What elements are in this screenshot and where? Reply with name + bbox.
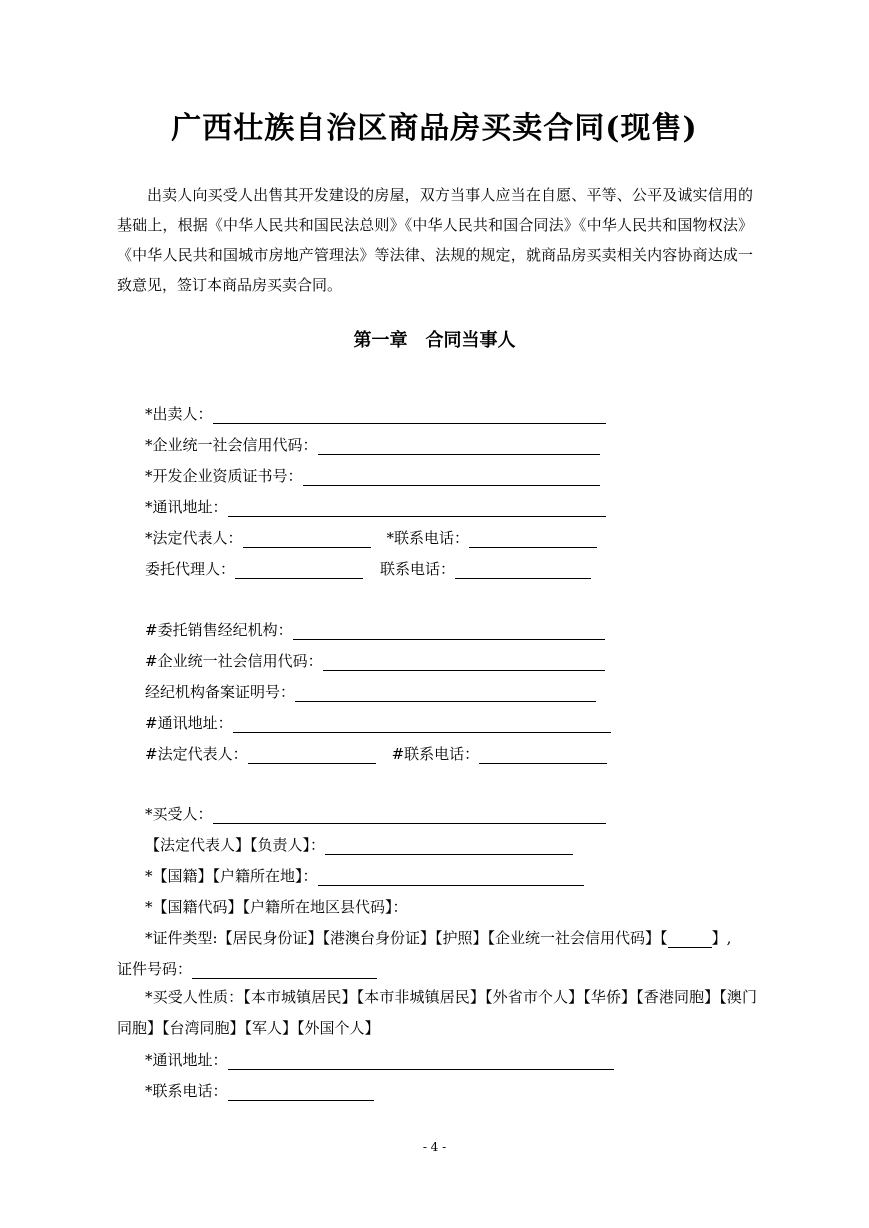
buyer-nationality-code-label: *【国籍代码】【户籍所在地区县代码】： — [145, 898, 408, 916]
buyer-name-label: *买受人： — [145, 805, 213, 823]
buyer-legal-rep-label: 【法定代表人】【负责人】： — [145, 836, 326, 854]
chapter-heading: 第一章 合同当事人 — [353, 330, 516, 351]
buyer-phone-field[interactable] — [228, 1084, 374, 1101]
broker-record-label: 经纪机构备案证明号： — [145, 683, 296, 701]
buyer-address-label: *通讯地址： — [145, 1051, 228, 1069]
seller-credit-code-field[interactable] — [318, 438, 600, 455]
broker-record-field[interactable] — [295, 685, 596, 702]
broker-address-line — [145, 709, 611, 733]
seller-agent-phone-field[interactable] — [455, 562, 591, 579]
seller-qualification-field[interactable] — [303, 469, 600, 486]
buyer-name-field[interactable] — [213, 807, 606, 824]
seller-name-field[interactable] — [213, 407, 606, 424]
buyer-nationality-code-line — [145, 893, 408, 917]
broker-record-line — [145, 678, 596, 702]
seller-name-line — [145, 400, 606, 424]
broker-legal-rep-field[interactable] — [248, 747, 376, 764]
page-number: - 4 - — [422, 1140, 447, 1154]
intro-paragraph: 出卖人向买受人出售其开发建设的房屋，双方当事人应当在自愿、平等、公平及诚实信用的基础上，根据《中华人民共和国民法总则》《中华人民共和国合同法》《中华人民共和国物权法》《中华人民共和国城市房地产管理法》等法律、法规的规定，就商品房买卖相关内容协商达成一致意见，签订本商品房买卖合同。 — [117, 186, 753, 294]
broker-credit-code-line — [145, 647, 605, 671]
broker-name-field[interactable] — [293, 623, 605, 640]
broker-address-label: #通讯地址： — [145, 714, 233, 732]
seller-phone-label: *联系电话： — [386, 529, 470, 547]
seller-name-label: *出卖人： — [145, 405, 213, 423]
buyer-id-no-label: 证件号码： — [117, 960, 193, 978]
seller-agent-line — [145, 555, 591, 579]
seller-phone-field[interactable] — [469, 531, 597, 548]
buyer-legal-rep-field[interactable] — [325, 838, 573, 855]
seller-rep-line — [145, 524, 597, 548]
broker-credit-code-label: #企业统一社会信用代码： — [145, 652, 323, 670]
buyer-address-line — [145, 1046, 614, 1070]
seller-agent-phone-label: 联系电话： — [380, 560, 456, 578]
seller-qualification-label: *开发企业资质证书号： — [145, 467, 303, 485]
seller-agent-field[interactable] — [235, 562, 363, 579]
broker-name-label: #委托销售经纪机构： — [145, 621, 293, 639]
buyer-name-line — [145, 800, 606, 824]
broker-credit-code-field[interactable] — [323, 654, 605, 671]
buyer-id-type-other-field[interactable] — [668, 931, 712, 948]
seller-agent-label: 委托代理人： — [145, 560, 236, 578]
buyer-nature-paragraph: *买受人性质：【本市城镇居民】【本市非城镇居民】【外省市个人】【华侨】【香港同胞】【澳门同胞】【台湾同胞】【军人】【外国个人】 — [117, 988, 757, 1037]
seller-credit-code-label: *企业统一社会信用代码： — [145, 436, 318, 454]
broker-rep-line — [145, 740, 607, 764]
buyer-address-field[interactable] — [228, 1053, 614, 1070]
broker-phone-field[interactable] — [479, 747, 607, 764]
seller-qualification-line — [145, 462, 600, 486]
seller-credit-code-line — [145, 431, 600, 455]
buyer-nationality-line — [145, 862, 584, 886]
broker-name-line — [145, 616, 605, 640]
page-title: 广西壮族自治区商品房买卖合同(现售) — [171, 111, 698, 146]
seller-address-field[interactable] — [228, 500, 606, 517]
broker-address-field[interactable] — [233, 716, 611, 733]
buyer-nationality-label: *【国籍】【户籍所在地】： — [145, 867, 318, 885]
seller-address-label: *通讯地址： — [145, 498, 228, 516]
buyer-id-type-line — [145, 924, 731, 948]
buyer-phone-label: *联系电话： — [145, 1082, 228, 1100]
seller-legal-rep-field[interactable] — [243, 531, 371, 548]
broker-legal-rep-label: #法定代表人： — [145, 745, 248, 763]
buyer-id-type-suffix: 】, — [711, 929, 732, 947]
seller-legal-rep-label: *法定代表人： — [145, 529, 243, 547]
seller-address-line — [145, 493, 606, 517]
buyer-rep-line — [145, 831, 573, 855]
buyer-id-no-field[interactable] — [192, 962, 377, 979]
buyer-nationality-field[interactable] — [318, 869, 584, 886]
broker-phone-label: #联系电话： — [391, 745, 480, 763]
buyer-id-type-label: *证件类型:【居民身份证】【港澳台身份证】【护照】【企业统一社会信用代码】【 — [145, 929, 668, 947]
buyer-id-no-line — [117, 955, 377, 979]
buyer-phone-line — [145, 1077, 374, 1101]
